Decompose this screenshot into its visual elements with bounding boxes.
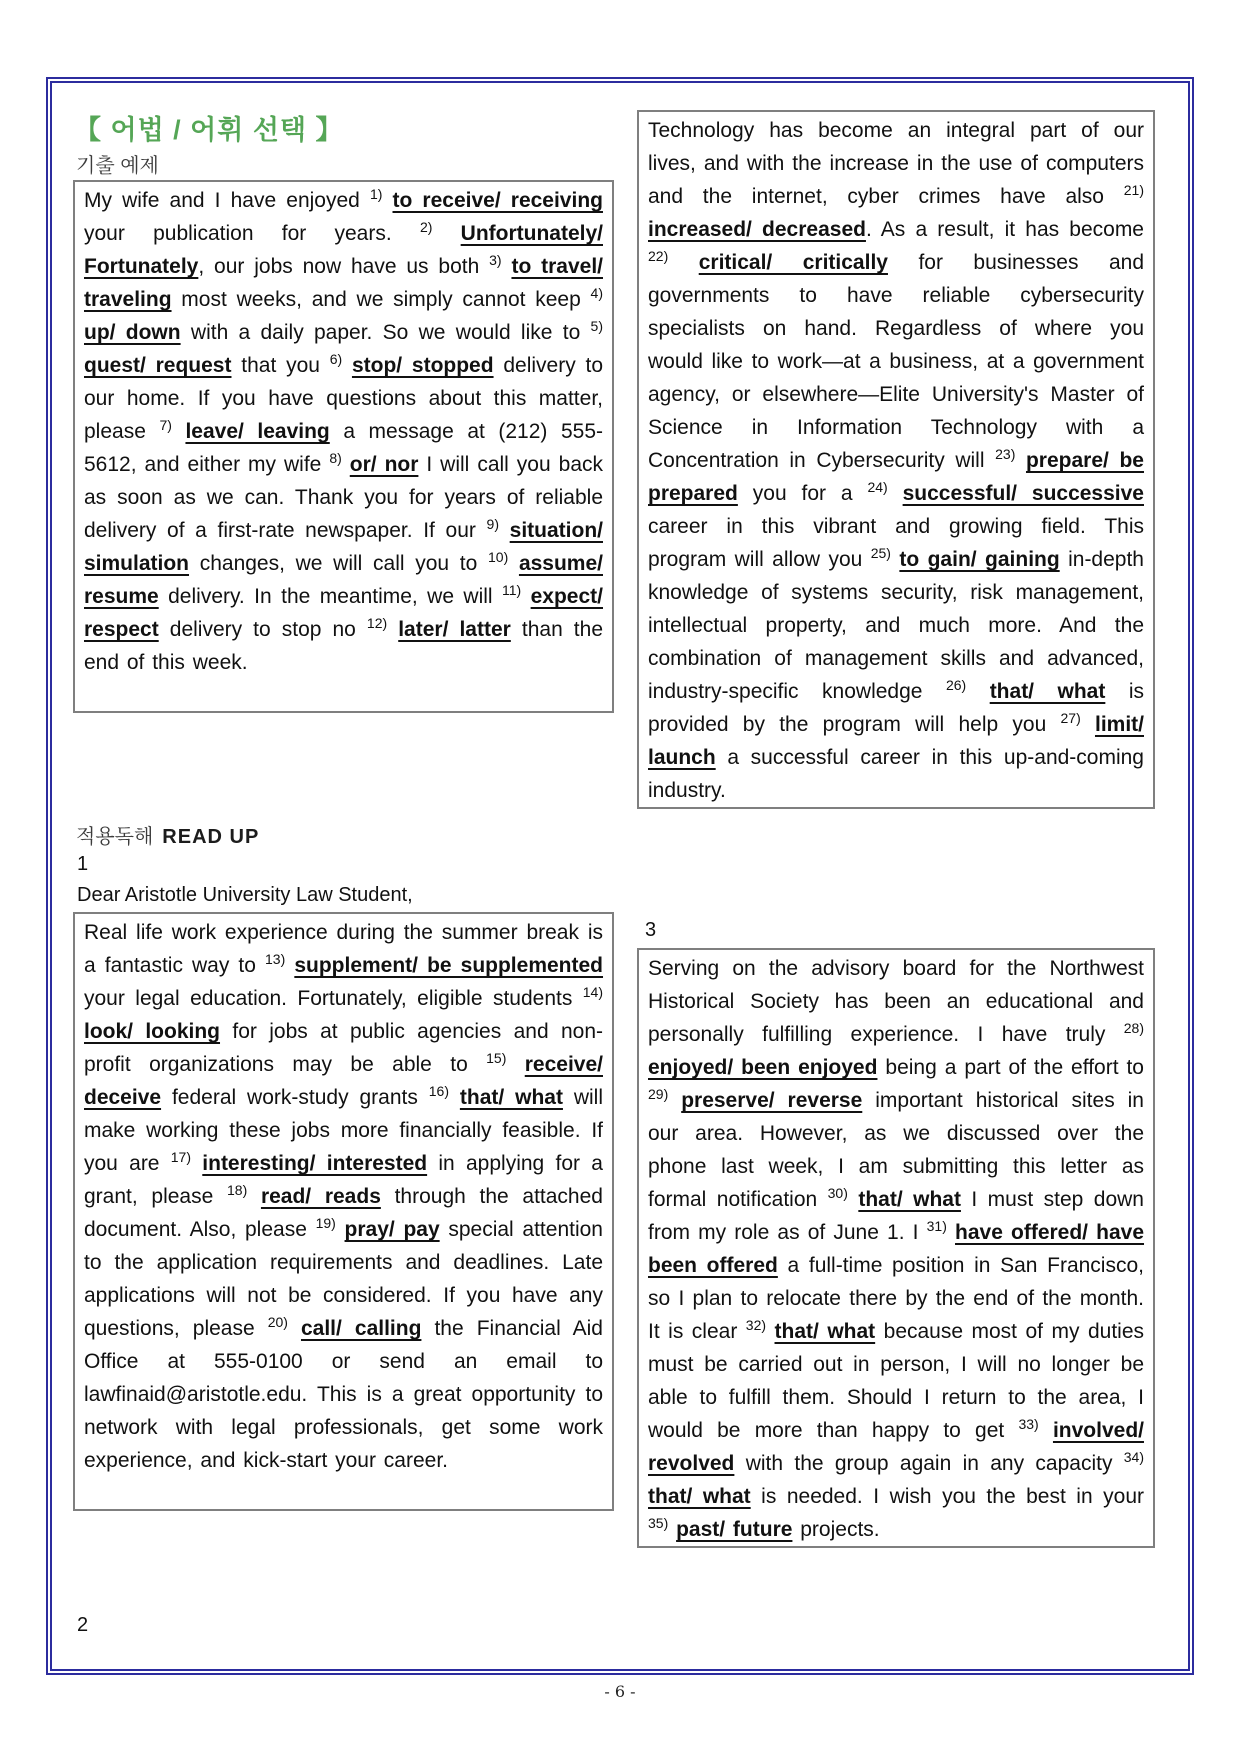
- choice-options: expect/ respect: [84, 585, 603, 641]
- passage1-number: 1: [77, 853, 89, 875]
- choice-options: to receive/ receiving: [392, 189, 603, 212]
- question-number: 18): [227, 1182, 248, 1198]
- choice-options: preserve/ reverse: [681, 1089, 863, 1112]
- question-number: 8): [329, 450, 342, 466]
- choice-options: successful/ successive: [902, 482, 1144, 505]
- law-student-passage-text: Real life work experience during the summer break is a fantastic way to $^{13)}$ supplement/ be supplemented your legal education. Fortunately, eligible students $^{14)}$ look/ looking for jobs at public agencies and non-profit organizations may be able to $^{15)}$ receive/ deceive federal work-study grants $^{16)}$ that/ what will make working these jobs more financially feasible. If you are $^{17)}$ interesting/ interested in applying for a grant, please $^{18)}$ read/ reads through the attached document. Also, please $^{19)}$ pray/ pay special attention to the application requirements and deadlines. Late applications will not be considered. If you have any questions, please $^{20)}$ call/ calling the Financial Aid Office at 555-0100 or send an email to lawfinaid@aristotle.edu. This is a great opportunity to network with legal professionals, get some work experience, and kick-start your career.: [84, 921, 604, 1472]
- question-number: 6): [329, 351, 343, 367]
- choice-options: that/ what: [648, 1485, 751, 1508]
- example-passage-box: [73, 180, 614, 713]
- question-number: 16): [428, 1083, 449, 1099]
- question-number: 27): [1060, 710, 1081, 726]
- next-section-number: 2: [77, 1614, 89, 1636]
- read-up-heading: [76, 820, 259, 849]
- question-number: 3): [489, 252, 502, 268]
- choice-options: later/ latter: [398, 618, 511, 641]
- question-number: 10): [488, 549, 509, 565]
- choice-options: or/ nor: [349, 453, 419, 476]
- choice-options: leave/ leaving: [185, 420, 330, 443]
- choice-options: to travel/ traveling: [84, 255, 603, 311]
- example-label: 기출 예제: [76, 155, 159, 177]
- question-number: 11): [502, 582, 522, 598]
- law-student-passage-box: [73, 912, 614, 1511]
- choice-options: past/ future: [676, 1518, 793, 1541]
- question-number: 12): [366, 615, 388, 631]
- read-up-title: READ UP: [162, 826, 260, 848]
- page-footer: - 6 -: [604, 1682, 636, 1701]
- question-number: 7): [159, 417, 172, 433]
- passage3-number: 3: [645, 919, 657, 941]
- question-number: 14): [582, 984, 603, 1000]
- historical-society-passage-text: Serving on the advisory board for the Northwest Historical Society has been an educational and personally fulfilling experience. I have truly $^{28)}$ enjoyed/ been enjoyed being a part of the effort to $^{29)}$ preserve/ reverse important historical sites in our area. However, as we discussed over the phone last week, I am submitting this letter as formal notification $^{30)}$ that/ what I must step down from my role as of June 1. I $^{31)}$ have offered/ have been offered a full-time position in San Francisco, so I plan to relocate there by the end of the month. It is clear $^{32)}$ that/ what because most of my duties must be carried out in person, I will no longer be able to fulfill them. Should I return to the area, I would be more than happy to get $^{33)}$ involved/ revolved with the group again in any capacity $^{34)}$ that/ what is needed. I wish you the best in your $^{35)}$ past/ future projects.: [648, 957, 1145, 1541]
- example-passage-text: My wife and I have enjoyed $^{1)}$ to receive/ receiving your publication for years. $^{2)}$ Unfortunately/ Fortunately, our jobs now have us both $^{3)}$ to travel/ traveling most weeks, and we simply cannot keep $^{4)}$ up/ down with a daily paper. So we would like to $^{5)}$ quest/ request that you $^{6)}$ stop/ stopped delivery to our home. If you have questions about this matter, please $^{7)}$ leave/ leaving a message at (212) 555-5612, and either my wife $^{8)}$ or/ nor I will call you back as soon as we can. Thank you for years of reliable delivery of a first-rate newspaper. If our $^{9)}$ situation/ simulation changes, we will call you to $^{10)}$ assume/ resume delivery. In the meantime, we will $^{11)}$ expect/ respect delivery to stop no $^{12)}$ later/ latter than the end of this week.: [84, 186, 603, 674]
- choice-options: critical/ critically: [698, 251, 888, 274]
- choice-options: situation/ simulation: [84, 519, 603, 575]
- choice-options: assume/ resume: [84, 552, 603, 608]
- choice-options: limit/ launch: [648, 713, 1144, 769]
- question-number: 35): [648, 1515, 669, 1531]
- question-number: 22): [648, 248, 669, 264]
- choice-options: quest/ request: [84, 354, 232, 377]
- question-number: 25): [870, 545, 891, 561]
- choice-options: look/ looking: [84, 1020, 221, 1043]
- choice-options: that/ what: [774, 1320, 876, 1343]
- question-number: 32): [745, 1317, 767, 1333]
- question-number: 23): [995, 446, 1016, 462]
- historical-society-passage-box: [637, 948, 1155, 1548]
- question-number: 30): [827, 1185, 848, 1201]
- question-number: 31): [926, 1218, 947, 1234]
- choice-options: call/ calling: [300, 1317, 422, 1340]
- choice-options: that/ what: [459, 1086, 563, 1109]
- question-number: 33): [1018, 1416, 1039, 1432]
- choice-options: that/ what: [858, 1188, 961, 1211]
- question-number: 26): [945, 677, 967, 693]
- question-number: 19): [315, 1215, 336, 1231]
- choice-options: to gain/ gaining: [899, 548, 1060, 571]
- question-number: 20): [267, 1314, 288, 1330]
- choice-options: interesting/ interested: [202, 1152, 428, 1175]
- choice-options: enjoyed/ been enjoyed: [648, 1056, 878, 1079]
- question-number: 2): [419, 219, 433, 235]
- question-number: 34): [1123, 1449, 1144, 1465]
- question-number: 24): [867, 479, 888, 495]
- choice-options: that/ what: [989, 680, 1106, 703]
- question-number: 5): [590, 318, 603, 334]
- question-number: 28): [1123, 1020, 1144, 1036]
- choice-options: prepare/ be prepared: [648, 449, 1144, 505]
- choice-options: supplement/ be supplemented: [294, 954, 604, 977]
- technology-passage-text: Technology has become an integral part of our lives, and with the increase in the use of computers and the internet, cyber crimes have also $^{21)}$ increased/ decreased. As a result, it has become $^{22)}$ critical/ critically for businesses and governments to have reliable cybersecurity specialists on hand. Regardless of where you would like to work—at a business, at a government agency, or elsewhere—Elite University's Master of Science in Information Technology with a Concentration in Cybersecurity will $^{23)}$ prepare/ be prepared you for a $^{24)}$ successful/ successive career in this vibrant and growing field. This program will allow you $^{25)}$ to gain/ gaining in-depth knowledge of systems security, risk management, intellectual property, and much more. And the combination of management skills and advanced, industry-specific knowledge $^{26)}$ that/ what is provided by the program will help you $^{27)}$ limit/ launch a successful career in this up-and-coming industry.: [648, 119, 1145, 802]
- choice-options: Unfortunately/ Fortunately: [84, 222, 603, 278]
- question-number: 13): [265, 951, 286, 967]
- question-number: 15): [486, 1050, 507, 1066]
- question-number: 9): [486, 516, 499, 532]
- choice-options: involved/ revolved: [648, 1419, 1144, 1475]
- choice-options: have offered/ have been offered: [648, 1221, 1145, 1277]
- passage1-salutation: Dear Aristotle University Law Student,: [77, 884, 413, 906]
- section-title: 【 어법 / 어휘 선택 】: [74, 115, 344, 145]
- question-number: 4): [590, 285, 603, 301]
- choice-options: pray/ pay: [344, 1218, 440, 1241]
- choice-options: up/ down: [84, 321, 181, 344]
- choice-options: stop/ stopped: [351, 354, 494, 377]
- read-up-korean-label: 적용독해: [76, 826, 154, 848]
- choice-options: increased/ decreased: [648, 218, 866, 241]
- choice-options: read/ reads: [260, 1185, 381, 1208]
- question-number: 21): [1123, 182, 1144, 198]
- technology-passage-box: [637, 110, 1155, 809]
- question-number: 29): [648, 1086, 669, 1102]
- choice-options: receive/ deceive: [84, 1053, 603, 1109]
- question-number: 1): [369, 186, 383, 202]
- question-number: 17): [170, 1149, 191, 1165]
